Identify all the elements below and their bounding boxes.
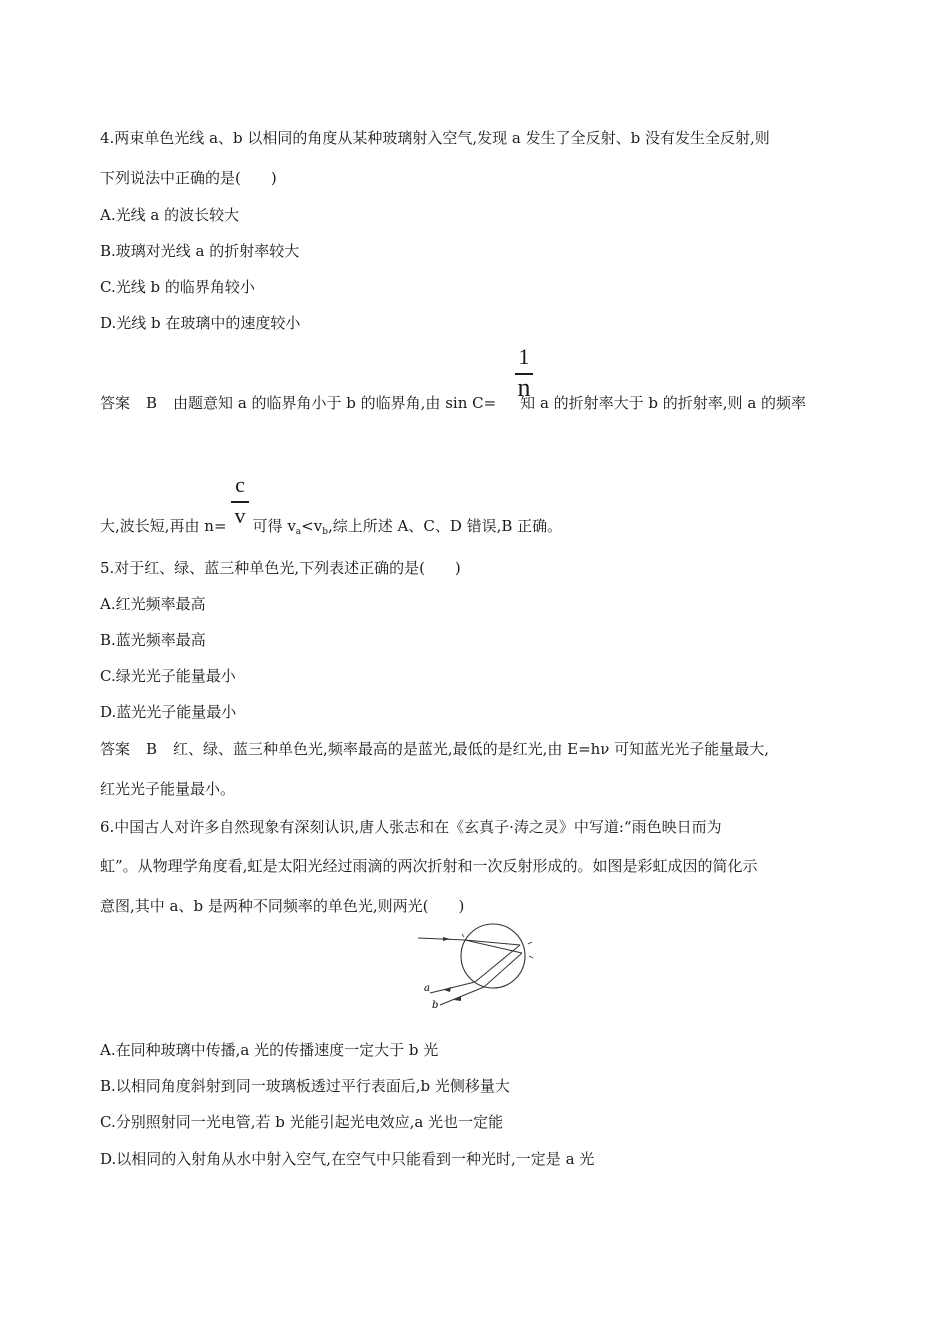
q4-explain-part-5: ,综上所述 A、C、D 错误,B 正确。 xyxy=(327,517,563,535)
q5-answer-label: 答案 xyxy=(100,740,131,758)
q5-option-d: D.蓝光光子能量最小 xyxy=(100,703,237,721)
q4-explain-part-4: 可得 v xyxy=(252,517,296,535)
label-a: a xyxy=(424,983,430,994)
fraction-c-over-v xyxy=(231,474,249,527)
subscript-b: b xyxy=(322,527,328,537)
incident-ray xyxy=(418,938,465,940)
q6-stem-line-3: 意图,其中 a、b 是两种不同频率的单色光,则两光( ) xyxy=(100,897,465,915)
fraction-one-over-n xyxy=(515,346,533,401)
q6-stem-line-2: 虹”。从物理学角度看,虹是太阳光经过雨滴的两次折射和一次反射形成的。如图是彩虹成因的简化示 xyxy=(100,857,758,875)
refracted-ray-a xyxy=(465,940,520,945)
fraction-numerator: 1 xyxy=(518,344,530,369)
q4-stem-line-1: 4.两束单色光线 a、b 以相同的角度从某种玻璃射入空气,发现 a 发生了全反射、b 没有发生全反射,则 xyxy=(100,129,770,147)
q5-answer-line-2: 红光光子能量最小。 xyxy=(100,780,236,798)
q4-answer-label: 答案 xyxy=(100,394,131,412)
q6-option-c: C.分别照射同一光电管,若 b 光能引起光电效应,a 光也一定能 xyxy=(100,1113,504,1131)
fraction-denominator: n xyxy=(517,372,531,402)
exit-ray-a xyxy=(430,982,475,993)
q4-answer-line-2 xyxy=(100,516,562,542)
q4-option-d: D.光线 b 在玻璃中的速度较小 xyxy=(100,314,301,332)
q4-option-b: B.玻璃对光线 a 的折射率较大 xyxy=(100,242,300,260)
q5-answer-choice: B xyxy=(146,740,158,758)
q4-stem-line-2: 下列说法中正确的是( ) xyxy=(100,169,277,187)
q4-explain-part-1: 由题意知 a 的临界角小于 b 的临界角,由 sin C= xyxy=(173,394,497,412)
q6-option-a: A.在同种玻璃中传播,a 光的传播速度一定大于 b 光 xyxy=(100,1041,439,1059)
q5-explain-part-1: 红、绿、蓝三种单色光,频率最高的是蓝光,最低的是红光,由 E=hν 可知蓝光光子能量最大, xyxy=(173,740,769,758)
incident-arrow xyxy=(443,937,450,941)
q5-stem: 5.对于红、绿、蓝三种单色光,下列表述正确的是( ) xyxy=(100,559,461,577)
refracted-ray-b xyxy=(465,940,522,953)
q4-option-a: A.光线 a 的波长较大 xyxy=(100,206,240,224)
label-b: b xyxy=(432,1000,439,1011)
subscript-a: a xyxy=(295,527,302,537)
q5-option-c: C.绿光光子能量最小 xyxy=(100,667,236,685)
rainbow-diagram xyxy=(410,920,540,1012)
q6-option-d: D.以相同的入射角从水中射入空气,在空气中只能看到一种光时,一定是 a 光 xyxy=(100,1150,595,1168)
q4-option-c: C.光线 b 的临界角较小 xyxy=(100,278,255,296)
q4-answer-line-1 xyxy=(100,393,806,413)
q5-answer-line-1 xyxy=(100,739,769,759)
q6-option-b: B.以相同角度斜射到同一玻璃板透过平行表面后,b 光侧移量大 xyxy=(100,1077,510,1095)
less-than-v: <v xyxy=(301,517,323,535)
reflected-ray-a xyxy=(475,945,520,982)
fraction-denominator: v xyxy=(234,502,246,528)
q4-explain-part-3: 大,波长短,再由 n= xyxy=(100,517,227,535)
fraction-numerator: c xyxy=(235,472,245,497)
q4-explain-part-2: 知 a 的折射率大于 b 的折射率,则 a 的频率 xyxy=(520,394,807,412)
q4-answer-choice: B xyxy=(146,394,158,412)
q5-option-b: B.蓝光频率最高 xyxy=(100,631,206,649)
q5-option-a: A.红光频率最高 xyxy=(100,595,206,613)
q6-stem-line-1: 6.中国古人对许多自然现象有深刻认识,唐人张志和在《玄真子·涛之灵》中写道:“雨色映日而为 xyxy=(100,818,722,836)
